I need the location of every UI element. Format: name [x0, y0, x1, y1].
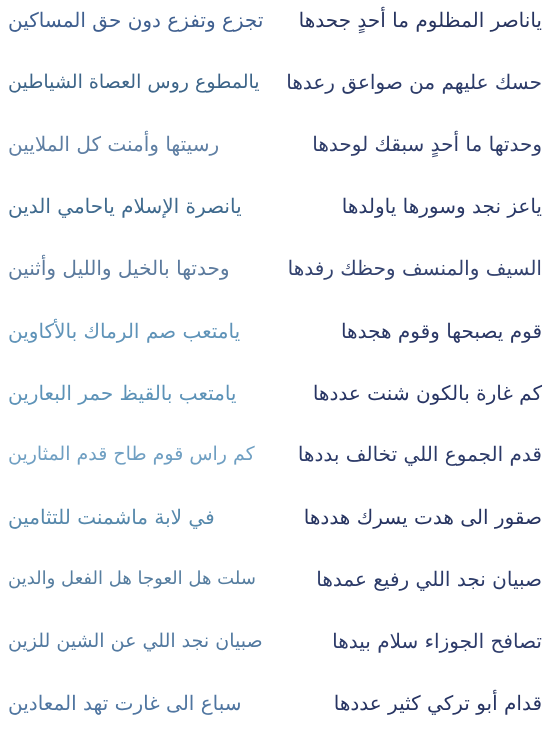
verse-line — [8, 559, 542, 599]
verse-first-hemistich: قدم الجموع اللي تخالف بددها — [297, 442, 542, 466]
verse-first-hemistich: صبيان نجد اللي رفيع عمدها — [316, 567, 542, 591]
verse-line — [8, 186, 542, 226]
verse-second-hemistich: كم راس قوم طاح قدم المثارين — [8, 443, 255, 465]
verse-second-hemistich: في لابة ماشمنت للتثامين — [8, 505, 215, 529]
verse-first-hemistich: تصافح الجوزاء سلام بيدها — [332, 629, 542, 653]
verse-second-hemistich: يامتعب صم الرماك بالأكاوين — [8, 319, 241, 343]
verse-second-hemistich: رسيتها وأمنت كل الملايين — [8, 132, 220, 156]
verse-second-hemistich: تجزع وتفزع دون حق المساكين — [8, 8, 264, 32]
verse-second-hemistich: صبيان نجد اللي عن الشين للزين — [8, 630, 263, 652]
verse-second-hemistich: وحدتها بالخيل والليل وأثنين — [8, 256, 230, 280]
verse-first-hemistich: وحدتها ما أحدٍ سبقك لوحدها — [312, 132, 542, 156]
verse-first-hemistich: السيف والمنسف وحظك رفدها — [287, 256, 542, 280]
verse-second-hemistich: يالمطوع روس العصاة الشياطين — [8, 71, 260, 93]
verse-first-hemistich: قدام أبو تركي كثير عددها — [333, 691, 542, 715]
verse-first-hemistich: حسك عليهم من صواعق رعدها — [286, 70, 542, 94]
verse-first-hemistich: كم غارة بالكون شنت عددها — [312, 381, 542, 405]
verse-first-hemistich: ياعز نجد وسورها ياولدها — [341, 194, 542, 218]
verse-second-hemistich: يانصرة الإسلام ياحامي الدين — [8, 194, 242, 218]
verse-line — [8, 248, 542, 288]
verse-line — [8, 497, 542, 537]
verse-second-hemistich: يامتعب بالقيظ حمر البعارين — [8, 381, 237, 405]
verse-line — [8, 0, 542, 40]
verse-line — [8, 434, 542, 474]
verse-first-hemistich: ياناصر المظلوم ما أحدٍ جحدها — [298, 8, 542, 32]
verse-line — [8, 311, 542, 351]
verse-first-hemistich: صقور الى هدت يسرك هددها — [303, 505, 542, 529]
verse-second-hemistich: سباع الى غارت تهد المعادين — [8, 691, 242, 715]
verse-line — [8, 621, 542, 661]
verse-line — [8, 373, 542, 413]
verse-second-hemistich: سلت هل العوجا هل الفعل والدين — [8, 568, 256, 589]
verse-line — [8, 683, 542, 723]
verse-line — [8, 62, 542, 102]
verse-line — [8, 124, 542, 164]
verse-first-hemistich: قوم يصبحها وقوم هجدها — [340, 319, 542, 343]
